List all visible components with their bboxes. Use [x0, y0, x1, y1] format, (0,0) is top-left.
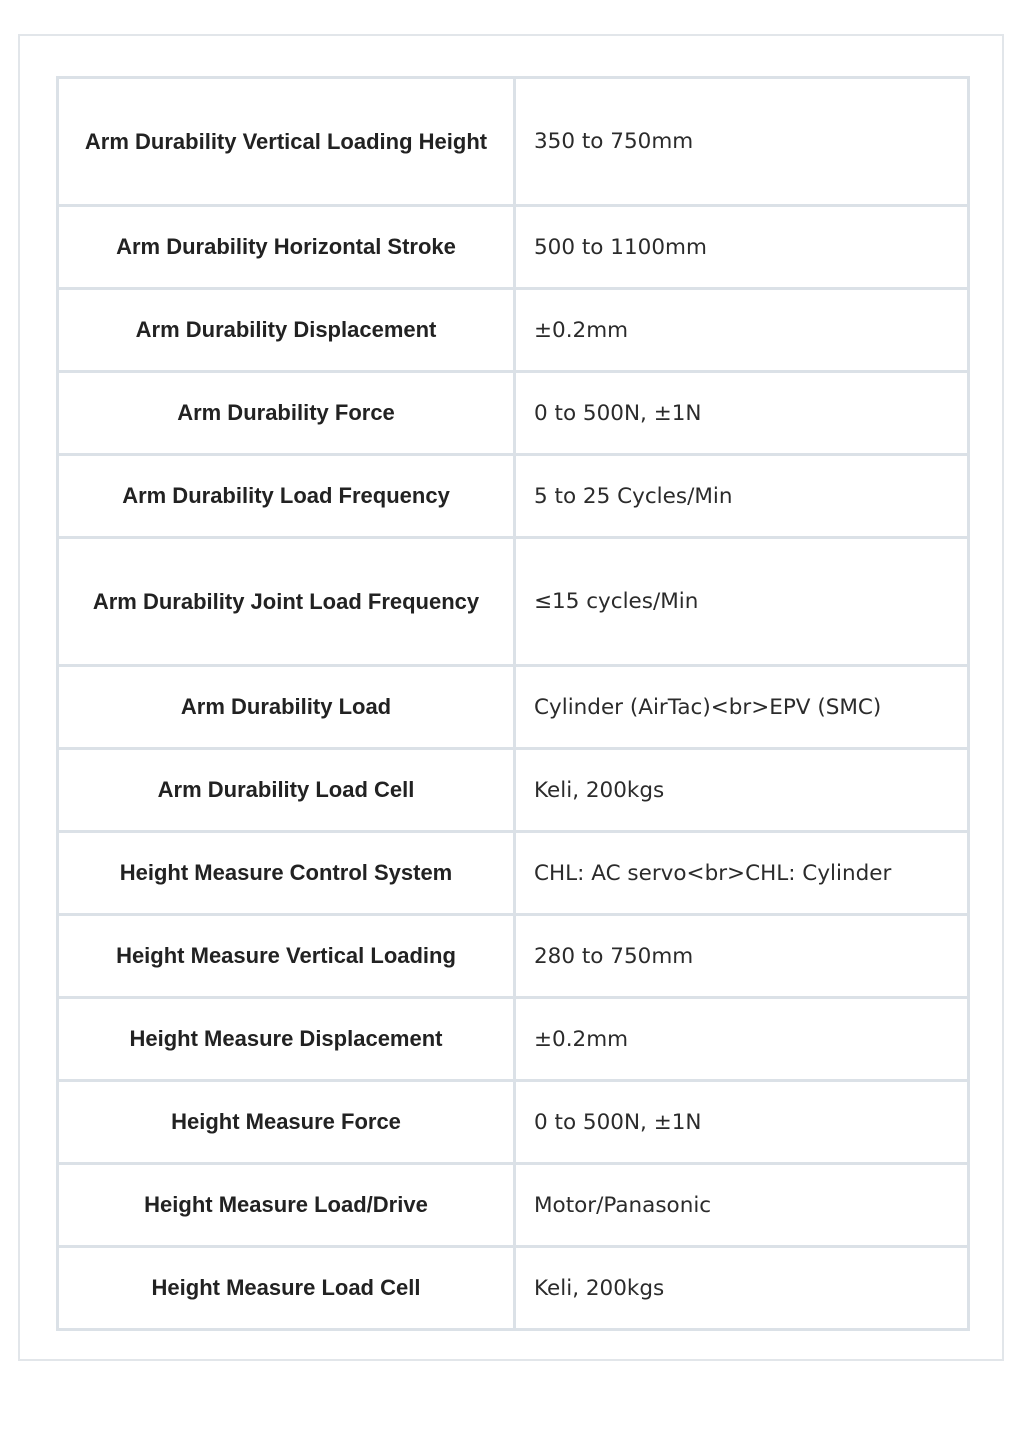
spec-table: [56, 76, 970, 1331]
table-row: [58, 998, 969, 1081]
spec-value: 5 to 25 Cycles/Min: [515, 455, 969, 538]
spec-value: 0 to 500N, ±1N: [515, 372, 969, 455]
table-row: [58, 1081, 969, 1164]
spec-value: 0 to 500N, ±1N: [515, 1081, 969, 1164]
spec-label: Height Measure Displacement: [58, 998, 515, 1081]
spec-value: Cylinder (AirTac)<br>EPV (SMC): [515, 666, 969, 749]
spec-value: 280 to 750mm: [515, 915, 969, 998]
spec-label: Arm Durability Displacement: [58, 289, 515, 372]
spec-value: Keli, 200kgs: [515, 1247, 969, 1330]
table-row: [58, 455, 969, 538]
spec-label: Arm Durability Load: [58, 666, 515, 749]
spec-label: Height Measure Vertical Loading: [58, 915, 515, 998]
spec-value: ±0.2mm: [515, 998, 969, 1081]
spec-value: Keli, 200kgs: [515, 749, 969, 832]
table-row: [58, 749, 969, 832]
spec-value: CHL: AC servo<br>CHL: Cylinder: [515, 832, 969, 915]
spec-table-body: [58, 78, 969, 1330]
table-row: [58, 1247, 969, 1330]
table-row: [58, 832, 969, 915]
table-row: [58, 538, 969, 666]
spec-label: Arm Durability Horizontal Stroke: [58, 206, 515, 289]
table-row: [58, 206, 969, 289]
spec-label: Height Measure Control System: [58, 832, 515, 915]
table-row: [58, 1164, 969, 1247]
table-row: [58, 78, 969, 206]
table-row: [58, 372, 969, 455]
table-row: [58, 666, 969, 749]
spec-value: ±0.2mm: [515, 289, 969, 372]
spec-value: 500 to 1100mm: [515, 206, 969, 289]
spec-value: 350 to 750mm: [515, 78, 969, 206]
spec-label: Height Measure Load/Drive: [58, 1164, 515, 1247]
spec-label: Arm Durability Joint Load Frequency: [58, 538, 515, 666]
spec-label: Arm Durability Load Cell: [58, 749, 515, 832]
spec-value: Motor/Panasonic: [515, 1164, 969, 1247]
spec-label: Height Measure Load Cell: [58, 1247, 515, 1330]
spec-label: Arm Durability Force: [58, 372, 515, 455]
spec-label: Arm Durability Vertical Loading Height: [58, 78, 515, 206]
spec-label: Arm Durability Load Frequency: [58, 455, 515, 538]
spec-value: ≤15 cycles/Min: [515, 538, 969, 666]
table-row: [58, 915, 969, 998]
spec-label: Height Measure Force: [58, 1081, 515, 1164]
table-row: [58, 289, 969, 372]
spec-card: [18, 34, 1004, 1361]
